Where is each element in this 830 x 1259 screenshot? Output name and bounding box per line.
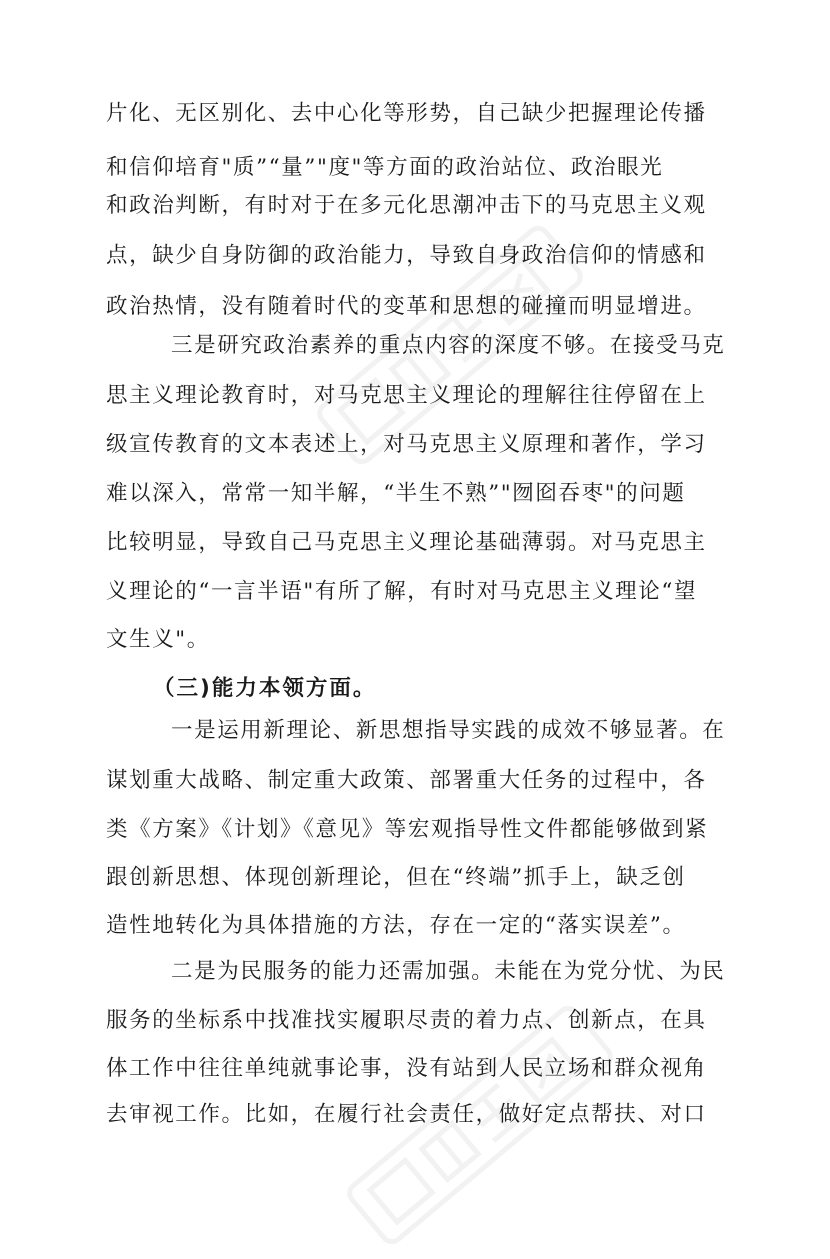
body-text-line: 政治热情，没有随着时代的变革和思想的碰撞而明显增进。 xyxy=(106,294,707,319)
body-text-line: 类《方案》《计划》《意见》等宏观指导性文件都能够做到紧 xyxy=(106,817,709,842)
body-text-line: 和政治判断，有时对于在多元化思潮冲击下的马克思主义观 xyxy=(106,193,707,218)
body-text-line: 体工作中往往单纯就事论事，没有站到人民立场和群众视角 xyxy=(106,1056,707,1081)
body-text-line: 和信仰培育"质”“量”"度"等方面的政治站位、政治眼光 xyxy=(106,155,664,180)
body-text-line: 比较明显，导致自己马克思主义理论基础薄弱。对马克思主 xyxy=(106,530,707,555)
paragraph-first-line: 一是运用新理论、新思想指导实践的成效不够显著。在 xyxy=(171,718,726,743)
body-text-line: 难以深入，常常一知半解，“半生不熟”"囫囵吞枣"的问题 xyxy=(106,481,686,506)
body-text-line: 思主义理论教育时，对马克思主义理论的理解往往停留在上 xyxy=(106,383,707,408)
body-text-line: 义理论的“一言半语"有所了解，有时对马克思主义理论“望 xyxy=(106,579,698,604)
body-text-line: 点，缺少自身防御的政治能力，导致自身政治信仰的情感和 xyxy=(106,243,707,268)
body-text-line: 服务的坐标系中找准找实履职尽责的着力点、创新点，在具 xyxy=(106,1008,707,1033)
body-text-line: 谋划重大战略、制定重大政策、部署重大任务的过程中，各 xyxy=(106,768,707,793)
body-text-line: 片化、无区别化、去中心化等形势，自己缺少把握理论传播 xyxy=(106,101,707,126)
paragraph-first-line: 三是研究政治素养的重点内容的深度不够。在接受马克 xyxy=(171,333,726,358)
body-text-line: 级宣传教育的文本表述上，对马克思主义原理和著作，学习 xyxy=(106,432,707,457)
body-text-line: 去审视工作。比如，在履行社会责任，做好定点帮扶、对口 xyxy=(106,1102,707,1127)
section-heading: （三)能力本领方面。 xyxy=(153,676,377,701)
body-text-line: 文生义"。 xyxy=(106,627,210,652)
body-text-line: 跟创新思想、体现创新理论，但在“终端”抓手上，缺乏创 xyxy=(106,865,686,890)
paragraph-first-line: 二是为民服务的能力还需加强。未能在为党分忧、为民 xyxy=(171,959,726,984)
body-text-line: 造性地转化为具体措施的方法，存在一定的“落实误差”。 xyxy=(106,913,686,938)
